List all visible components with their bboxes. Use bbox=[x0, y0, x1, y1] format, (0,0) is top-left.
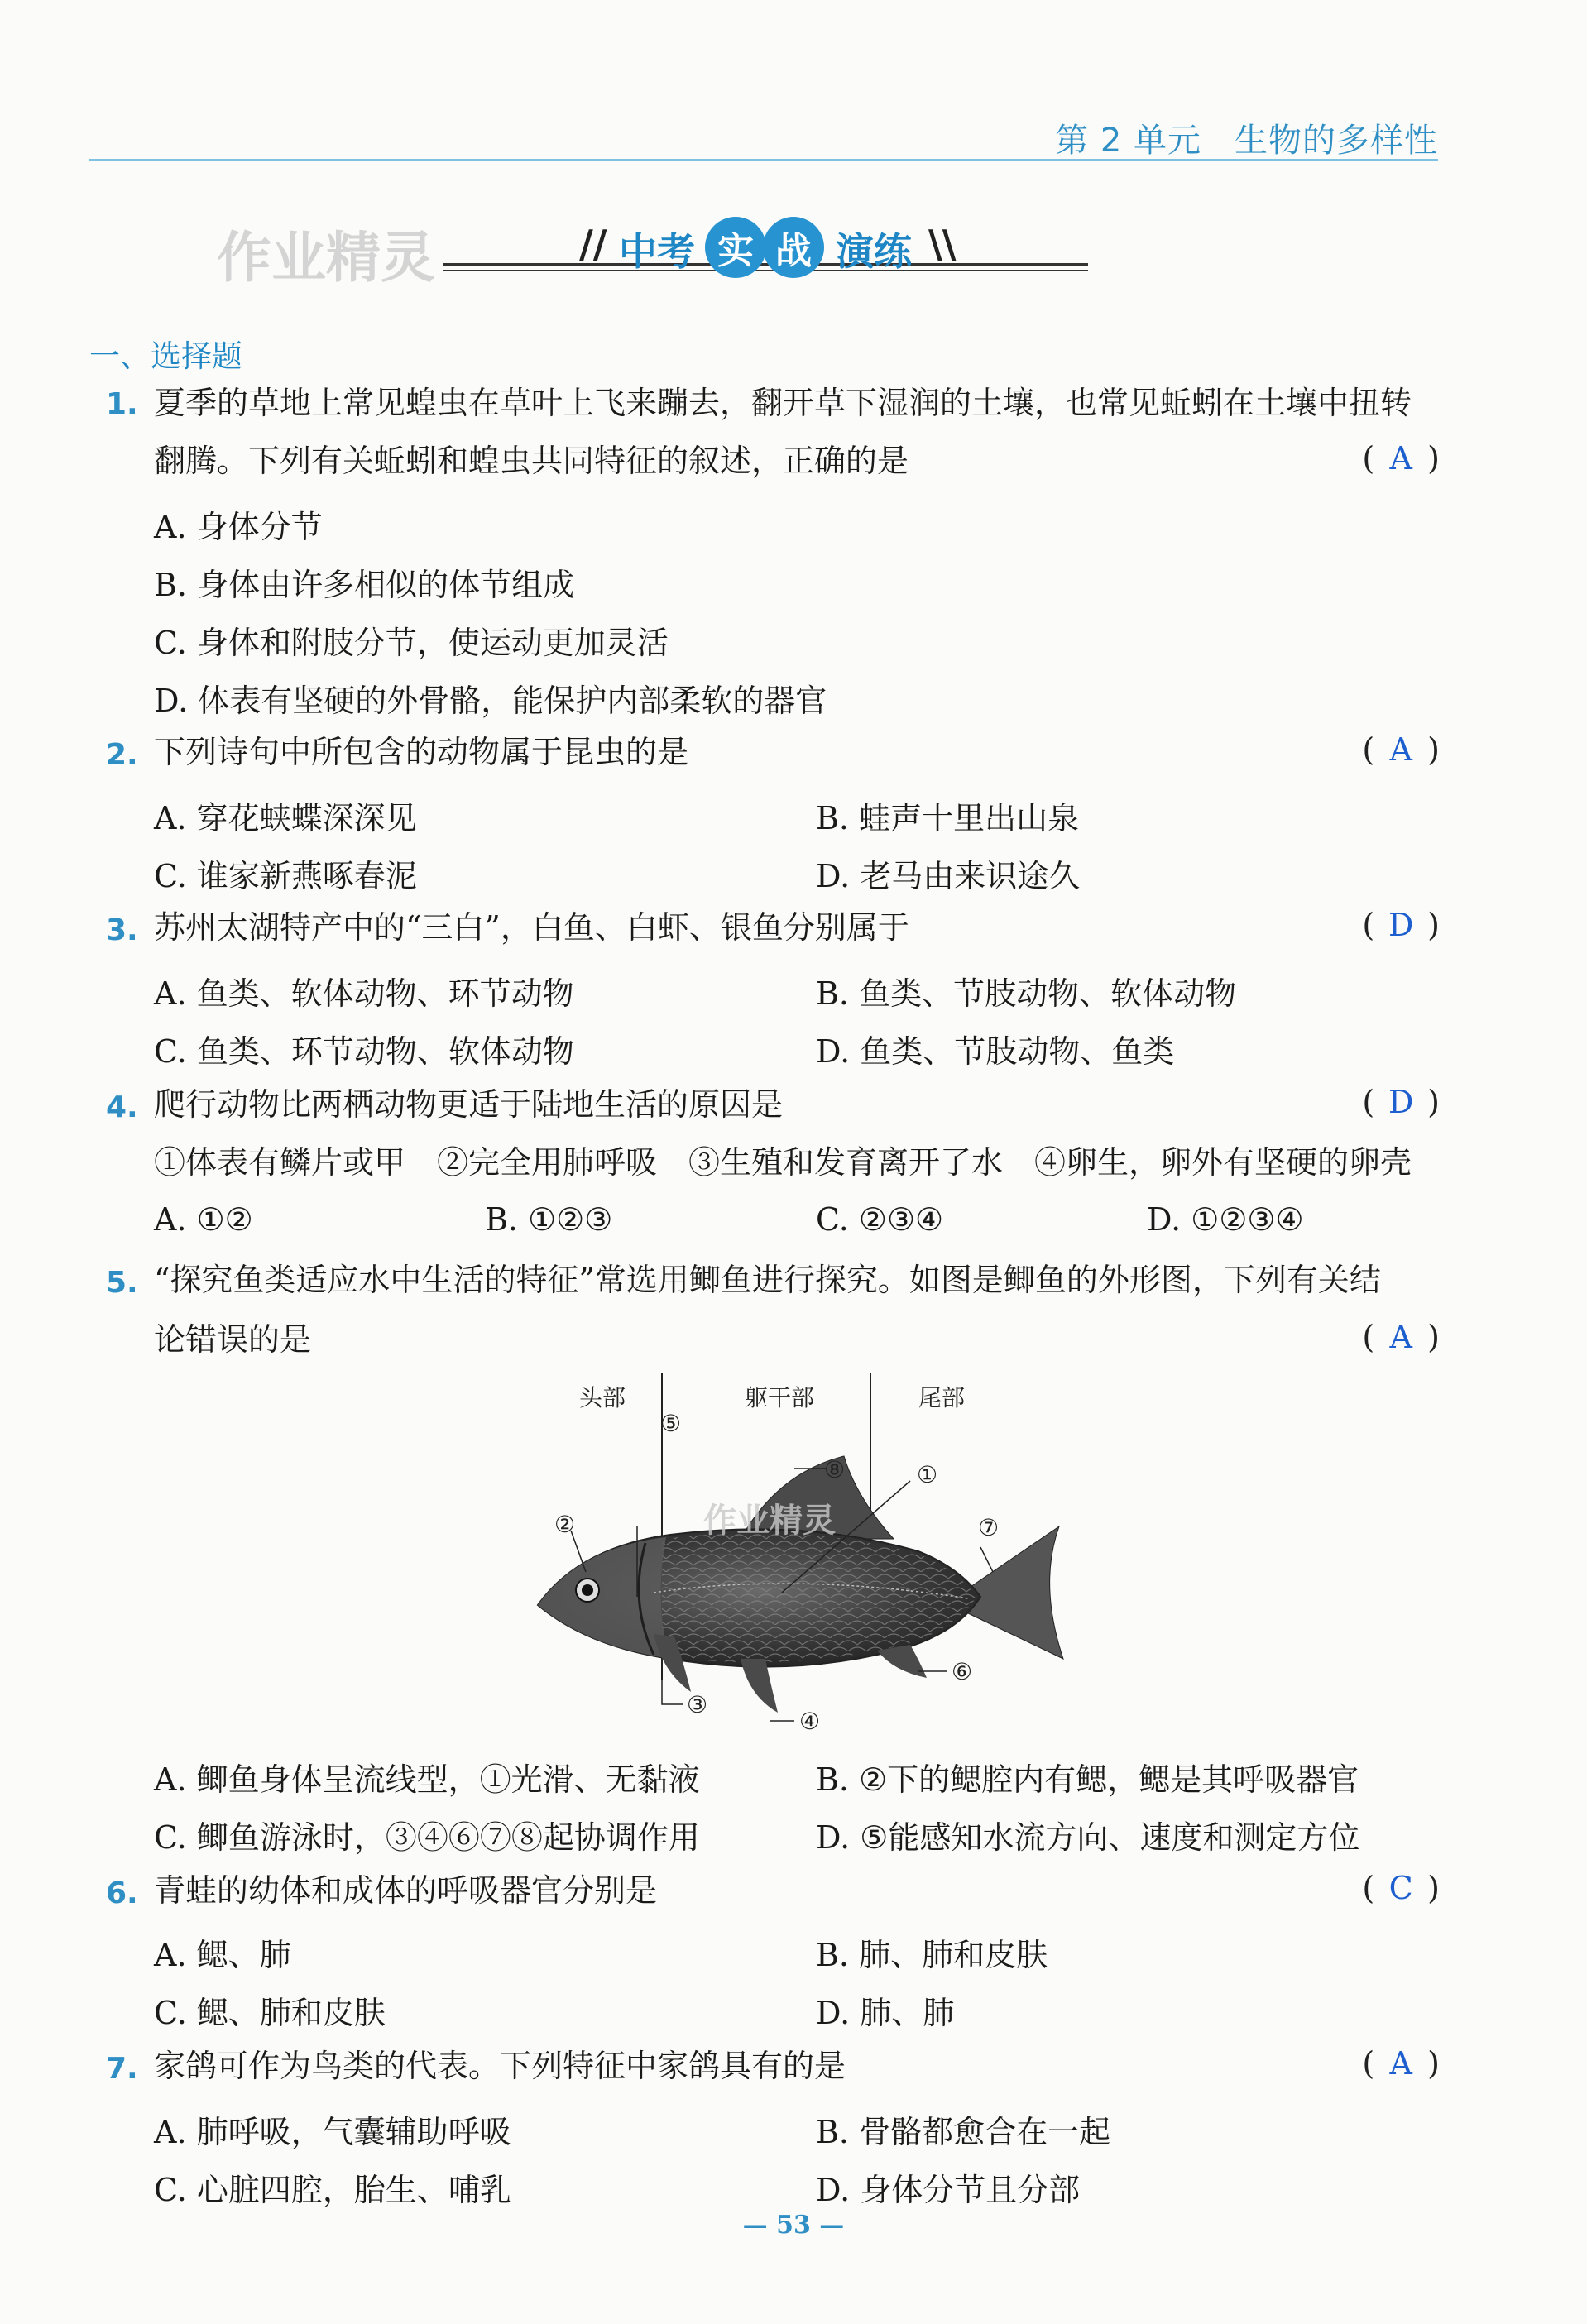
question-6-option-b: B. 肺、肺和皮肤 bbox=[816, 1937, 1048, 1973]
question-7-option-b: B. 骨骼都愈合在一起 bbox=[816, 2114, 1111, 2150]
header-title bbox=[1055, 114, 1438, 161]
question-5-line-2: 论错误的是 bbox=[154, 1321, 312, 1358]
question-5-option-a: A. 鲫鱼身体呈流线型，①光滑、无黏液 bbox=[154, 1761, 700, 1798]
question-6-option-a: A. 鳃、肺 bbox=[154, 1937, 291, 1973]
figure-label-trunk: 躯干部 bbox=[745, 1384, 815, 1411]
question-2-answer: ( A ) bbox=[1362, 731, 1440, 768]
figure-label-tail: 尾部 bbox=[918, 1384, 966, 1411]
question-1-line-2: 翻腾。下列有关蚯蚓和蝗虫共同特征的叙述，正确的是 bbox=[154, 443, 909, 479]
figure-marker-8: ⑧ bbox=[824, 1456, 846, 1483]
section-title: 一、选择题 bbox=[89, 338, 242, 374]
question-4-number: 4. bbox=[106, 1090, 138, 1124]
banner-circle-1: 实 bbox=[705, 217, 766, 278]
question-6-option-c: C. 鳃、肺和皮肤 bbox=[154, 1995, 386, 2031]
question-7-answer: ( A ) bbox=[1362, 2045, 1440, 2082]
question-3-option-b: B. 鱼类、节肢动物、软体动物 bbox=[816, 975, 1237, 1012]
question-4-option-d: D. ①②③④ bbox=[1147, 1201, 1304, 1238]
header-topic: 生物的多样性 bbox=[1235, 122, 1438, 160]
question-5-option-c: C. 鲫鱼游泳时，③④⑥⑦⑧起协调作用 bbox=[154, 1819, 700, 1856]
question-2-option-a: A. 穿花蛱蝶深深见 bbox=[154, 800, 417, 836]
banner-circle-2: 战 bbox=[763, 217, 824, 278]
question-6-answer: ( C ) bbox=[1362, 1870, 1440, 1906]
question-4-option-c: C. ②③④ bbox=[816, 1201, 944, 1238]
question-1-answer: ( A ) bbox=[1362, 440, 1440, 477]
question-2-option-d: D. 老马由来识途久 bbox=[816, 858, 1081, 894]
question-3-option-a: A. 鱼类、软体动物、环节动物 bbox=[154, 975, 574, 1012]
question-4-option-a: A. ①② bbox=[154, 1201, 253, 1238]
question-7-line-1: 家鸽可作为鸟类的代表。下列特征中家鸽具有的是 bbox=[154, 2048, 846, 2084]
question-1-option-a: A. 身体分节 bbox=[154, 509, 323, 545]
question-2-line-1: 下列诗句中所包含的动物属于昆虫的是 bbox=[154, 734, 689, 770]
banner-text-2: 演练 bbox=[836, 229, 912, 274]
question-5-option-b: B. ②下的鳃腔内有鳃，鳃是其呼吸器官 bbox=[816, 1761, 1359, 1798]
banner-text-1: 中考 bbox=[619, 229, 695, 274]
question-6-number: 6. bbox=[106, 1876, 138, 1910]
banner-line-top bbox=[443, 263, 1088, 266]
question-7-option-a: A. 肺呼吸，气囊辅助呼吸 bbox=[154, 2114, 511, 2150]
fish-figure bbox=[530, 1373, 1076, 1737]
question-1-number: 1. bbox=[106, 387, 138, 421]
question-4-answer: ( D ) bbox=[1362, 1084, 1440, 1120]
question-5-option-d: D. ⑤能感知水流方向、速度和测定方位 bbox=[816, 1819, 1360, 1856]
fish-illustration bbox=[530, 1373, 1076, 1737]
banner-watermark: 作业精灵 bbox=[217, 226, 435, 290]
question-2-option-b: B. 蛙声十里出山泉 bbox=[816, 800, 1080, 836]
question-7-option-c: C. 心脏四腔，胎生、哺乳 bbox=[154, 2172, 511, 2208]
question-1-line-1: 夏季的草地上常见蝗虫在草叶上飞来蹦去，翻开草下湿润的土壤，也常见蚯蚓在土壤中扭转 bbox=[154, 385, 1412, 421]
banner-slash-left: // bbox=[579, 222, 607, 266]
question-1-option-d: D. 体表有坚硬的外骨骼，能保护内部柔软的器官 bbox=[154, 683, 827, 719]
question-4-line-1: 爬行动物比两栖动物更适于陆地生活的原因是 bbox=[154, 1086, 784, 1123]
question-1-option-c: C. 身体和附肢分节，使运动更加灵活 bbox=[154, 625, 669, 661]
question-2-number: 2. bbox=[106, 738, 138, 772]
question-7-number: 7. bbox=[106, 2052, 138, 2086]
header-rule bbox=[89, 159, 1438, 161]
figure-label-head: 头部 bbox=[579, 1384, 626, 1411]
figure-marker-4: ④ bbox=[799, 1708, 821, 1735]
header-unit: 第 2 单元 bbox=[1055, 122, 1201, 160]
figure-marker-6: ⑥ bbox=[952, 1658, 973, 1685]
question-3-line-1: 苏州太湖特产中的“三白”，白鱼、白虾、银鱼分别属于 bbox=[154, 909, 909, 946]
question-4-line-2: ①体表有鳞片或甲 ②完全用肺呼吸 ③生殖和发育离开了水 ④卵生，卵外有坚硬的卵壳 bbox=[154, 1144, 1412, 1181]
question-1-option-b: B. 身体由许多相似的体节组成 bbox=[154, 567, 575, 603]
question-5-number: 5. bbox=[106, 1266, 138, 1300]
question-3-option-d: D. 鱼类、节肢动物、鱼类 bbox=[816, 1033, 1175, 1070]
figure-marker-2: ② bbox=[554, 1511, 576, 1538]
question-5-answer: ( A ) bbox=[1362, 1319, 1440, 1355]
question-6-line-1: 青蛙的幼体和成体的呼吸器官分别是 bbox=[154, 1872, 658, 1909]
figure-watermark: 作业精灵 bbox=[703, 1502, 836, 1540]
question-6-option-d: D. 肺、肺 bbox=[816, 1995, 955, 2031]
figure-marker-3: ③ bbox=[687, 1691, 708, 1718]
banner-slash-right: \\ bbox=[928, 222, 957, 266]
question-3-option-c: C. 鱼类、环节动物、软体动物 bbox=[154, 1033, 574, 1070]
question-4-option-b: B. ①②③ bbox=[485, 1201, 613, 1238]
banner-line-bottom bbox=[443, 270, 1088, 271]
figure-marker-7: ⑦ bbox=[978, 1514, 1000, 1541]
question-2-option-c: C. 谁家新燕啄春泥 bbox=[154, 858, 417, 894]
figure-marker-5: ⑤ bbox=[660, 1410, 682, 1437]
question-7-option-d: D. 身体分节且分部 bbox=[816, 2172, 1081, 2208]
question-3-number: 3. bbox=[106, 913, 138, 947]
question-3-answer: ( D ) bbox=[1362, 907, 1440, 943]
figure-marker-1: ① bbox=[917, 1461, 938, 1488]
question-5-line-1: “探究鱼类适应水中生活的特征”常选用鲫鱼进行探究。如图是鲫鱼的外形图，下列有关结 bbox=[154, 1262, 1381, 1298]
page-number: — 53 — bbox=[742, 2211, 845, 2240]
